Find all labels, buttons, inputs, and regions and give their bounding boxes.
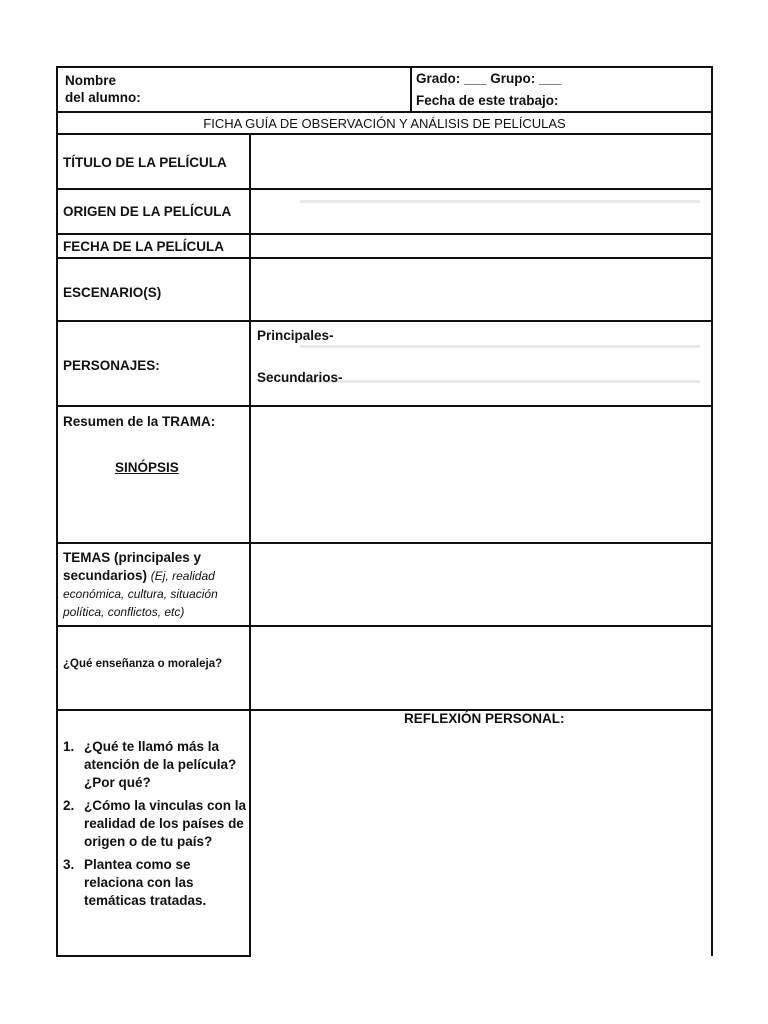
titulo-label: TÍTULO DE LA PELÍCULA [63,155,227,170]
row-divider [56,709,713,711]
temas-line4: política, conflictos, etc) [63,605,185,619]
row-divider [56,188,713,190]
scan-shadow [300,200,700,203]
reflection-questions [63,738,249,915]
row-divider [56,542,713,544]
temas-label [63,549,218,621]
row-divider [56,233,713,235]
fecha-pelicula-label: FECHA DE LA PELÍCULA [63,239,224,254]
row-divider [56,257,713,259]
secundarios-label: Secundarios- [257,370,343,385]
question-number: 1. [63,739,75,754]
table-border-top [56,66,713,68]
reflexion-label: REFLEXIÓN PERSONAL: [404,711,565,726]
question-text: ¿Qué te llamó más la atención de la película? ¿Por qué? [84,739,237,790]
scan-shadow [300,380,700,383]
table-border-right [711,66,713,956]
row-divider [56,625,713,627]
temas-line3: económica, cultura, situación [63,587,218,601]
question-item [63,856,249,910]
question-number: 2. [63,798,75,813]
principales-label: Principales- [257,328,334,343]
table-border-left [56,66,58,957]
grado-grupo-label: Grado: ___ Grupo: ___ [416,71,562,86]
student-name-label [65,72,141,106]
table-border-bottom [56,955,251,957]
student-name-line1: Nombre [65,73,117,88]
form-title: FICHA GUÍA DE OBSERVACIÓN Y ANÁLISIS DE PELÍCULAS [203,116,566,131]
temas-line2a: secundarios) [63,568,151,583]
origen-label: ORIGEN DE LA PELÍCULA [63,204,232,219]
row-divider [56,133,713,135]
escenario-label: ESCENARIO(S) [63,285,162,300]
row-divider [56,111,713,113]
question-number: 3. [63,857,75,872]
header-divider [410,66,412,112]
question-item [63,797,249,851]
question-text: Plantea como se relaciona con las temáticas tratadas. [84,857,207,908]
student-name-line2: del alumno: [65,90,141,105]
temas-line1: TEMAS (principales y [63,550,202,565]
scan-shadow [300,345,700,348]
question-text: ¿Cómo la vinculas con la realidad de los países de origen o de tu país? [84,798,247,849]
moraleja-label: ¿Qué enseñanza o moraleja? [63,658,223,670]
question-item [63,738,249,792]
row-divider [56,405,713,407]
temas-line2b: (Ej, realidad [150,569,215,583]
sinopsis-label: SINÓPSIS [115,460,179,475]
row-divider [56,320,713,322]
personajes-label: PERSONAJES: [63,358,160,373]
trama-label: Resumen de la TRAMA: [63,414,216,429]
fecha-trabajo-label: Fecha de este trabajo: [416,93,559,108]
